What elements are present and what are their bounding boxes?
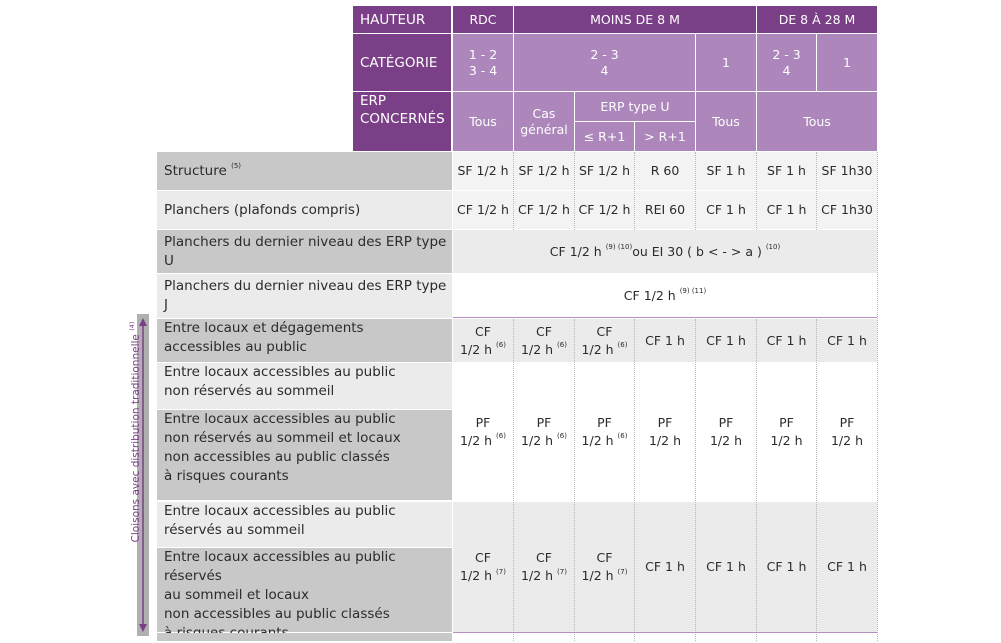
label-structure: [157, 152, 452, 190]
label-degagements: [157, 319, 452, 362]
pf-val-0-half: 1/2 h: [460, 432, 493, 448]
degagements-val-0-l1: CF: [475, 323, 491, 339]
cat-moins8-1: [696, 34, 756, 91]
cf-val-1-l2: [521, 567, 567, 585]
erp-cas-general: [514, 92, 574, 151]
cf-val-1-l1: CF: [536, 550, 552, 565]
structure-val-5-text: SF 1 h: [767, 163, 806, 178]
pf-val-5-l1: PF: [779, 414, 794, 430]
dernier-u-v1: CF 1/2 h: [549, 243, 602, 259]
structure-val-0: [453, 152, 513, 190]
label-non-reserves-line1: Entre locaux accessibles au public: [164, 364, 396, 380]
side-label-sup: (4): [127, 321, 136, 331]
pf-val-1-sup: (6): [557, 432, 567, 441]
header-hauteur-text: HAUTEUR: [360, 11, 426, 28]
pf-val-4-l1: PF: [718, 414, 734, 430]
cf-val-2-l2: [582, 567, 628, 585]
planchers-val-3: [635, 191, 695, 229]
degagements-val-2-l1: CF: [596, 323, 613, 339]
header-hauteur: [353, 6, 451, 33]
dernier-j-value-text: [624, 287, 706, 305]
erp-828-tous: [757, 92, 877, 151]
planchers-val-4: [696, 191, 756, 229]
pf-val-2-sup: (6): [617, 432, 628, 441]
pf-val-3-l1: PF: [657, 414, 673, 430]
cat-rdc: [453, 34, 513, 91]
cat-moins8-234: [514, 34, 695, 91]
cf-val-5: [757, 502, 816, 632]
planchers-val-4-text: CF 1 h: [706, 202, 746, 217]
pf-val-0-l2: [460, 432, 506, 450]
erp-cas-line1: Cas: [532, 105, 556, 121]
erp-gt-r1-text: > R+1: [644, 128, 686, 144]
dernier-u-value: [453, 230, 877, 273]
structure-val-2: [575, 152, 634, 190]
planchers-val-2-text: CF 1/2 h: [578, 202, 631, 217]
pf-val-2-half: 1/2 h: [581, 432, 614, 448]
dernier-j-s1: (9) (11): [679, 287, 707, 296]
degagements-val-0-half: 1/2 h: [460, 341, 493, 357]
header-rdc: [453, 6, 513, 33]
degagements-val-0-l2: [460, 341, 506, 359]
pf-val-0: [453, 363, 513, 500]
dernier-u-value-text: [550, 243, 780, 261]
erp-gt-r1: [635, 122, 695, 151]
erp-le-r1-text: ≤ R+1: [583, 128, 626, 144]
planchers-val-2: [575, 191, 634, 229]
structure-val-4: [696, 152, 756, 190]
erp-moins8-tous-text: Tous: [712, 113, 740, 129]
pf-val-0-l1: PF: [475, 414, 491, 430]
cf-val-4: [696, 502, 756, 632]
planchers-val-1-text: CF 1/2 h: [518, 202, 570, 217]
header-erp-line1: ERP: [360, 93, 387, 109]
header-de-8-a-28m-text: DE 8 À 28 M: [778, 11, 856, 27]
cf-val-2-sup: (7): [617, 567, 628, 576]
label-nrr-line4: à risques courants: [164, 468, 289, 484]
cf-val-2: [575, 502, 634, 632]
pf-val-4-l2: 1/2 h: [709, 432, 742, 448]
cf-val-1-sup: (7): [557, 567, 567, 576]
header-erp-concernes: [353, 92, 451, 151]
pf-val-5: [757, 363, 816, 500]
pf-val-1-half: 1/2 h: [521, 432, 554, 448]
side-label: [129, 282, 143, 582]
header-rdc-text: RDC: [469, 11, 497, 27]
header-moins-8m: [514, 6, 756, 33]
cat-828-234: [757, 34, 816, 91]
cat-828-234-line2: 4: [782, 62, 791, 78]
degagements-val-4: [696, 319, 756, 362]
cf-val-4-text: CF 1 h: [706, 559, 746, 574]
cf-val-0-half: 1/2 h: [460, 568, 493, 583]
degagements-val-2-half: 1/2 h: [581, 341, 614, 357]
pf-val-1-l2: [521, 432, 567, 450]
label-non-reserves-risques: [157, 410, 452, 500]
degagements-val-1-half: 1/2 h: [521, 341, 554, 357]
label-dernier-j: [157, 274, 452, 318]
cf-val-0: [453, 502, 513, 632]
degagements-val-6-text: CF 1 h: [827, 332, 867, 348]
structure-val-0-text: SF 1/2 h: [457, 163, 509, 178]
erp-cas-line2: général: [520, 121, 568, 137]
structure-val-3-text: R 60: [650, 163, 680, 178]
structure-val-2-text: SF 1/2 h: [578, 163, 631, 178]
pf-val-6-l1: PF: [839, 414, 855, 430]
label-nrr-line2: non réservés au sommeil et locaux: [164, 430, 401, 446]
cat-moins8-234-line1: 2 - 3: [590, 46, 619, 62]
label-degagements-line2: accessibles au public: [164, 339, 307, 355]
label-reserves-risques: [157, 548, 452, 632]
cat-828-1-text: 1: [843, 54, 851, 70]
label-planchers: [157, 191, 452, 229]
pf-val-1: [514, 363, 574, 500]
header-de-8-a-28m: [757, 6, 877, 33]
side-label-text: Cloisons avec distribution traditionnelle: [130, 334, 142, 543]
pf-val-2-l1: PF: [597, 414, 612, 430]
label-dernier-u-text: Planchers du dernier niveau des ERP type U: [164, 233, 447, 269]
label-planchers-text: Planchers (plafonds compris): [164, 201, 361, 218]
planchers-val-1: [514, 191, 574, 229]
pf-val-4: [696, 363, 756, 500]
cf-val-0-sup: (7): [496, 567, 506, 576]
label-degagements-line1: Entre locaux et dégagements: [164, 320, 364, 336]
row-bottom-bg: [453, 633, 877, 641]
cat-rdc-line2: 3 - 4: [468, 62, 498, 78]
cf-val-1: [514, 502, 574, 632]
planchers-val-5: [757, 191, 816, 229]
cat-828-234-line1: 2 - 3: [772, 46, 801, 62]
planchers-val-0-text: CF 1/2 h: [457, 202, 509, 217]
degagements-val-5-text: CF 1 h: [766, 332, 807, 348]
label-structure-sup: (5): [231, 162, 242, 170]
degagements-val-1: [514, 319, 574, 362]
cf-val-6-text: CF 1 h: [827, 559, 867, 574]
degagements-val-4-text: CF 1 h: [706, 332, 746, 348]
planchers-val-3-text: REI 60: [644, 202, 686, 217]
pf-val-3: [635, 363, 695, 500]
pf-val-5-l2: 1/2 h: [770, 432, 803, 448]
dernier-u-s2: (10): [765, 243, 781, 252]
label-bottom-strip: [157, 633, 452, 641]
degagements-val-0-sup: (6): [496, 341, 506, 350]
label-non-reserves-line2: non réservés au sommeil: [164, 383, 335, 399]
col-sep-7: [877, 152, 878, 641]
erp-type-u-text: ERP type U: [600, 98, 670, 114]
erp-rdc-tous-text: Tous: [469, 113, 497, 129]
erp-type-u: [575, 92, 695, 121]
label-non-reserves: [157, 363, 452, 409]
label-rr-line1: Entre locaux accessibles au public réservés: [164, 549, 396, 584]
header-moins-8m-text: MOINS DE 8 M: [590, 11, 680, 27]
structure-val-5: [757, 152, 816, 190]
degagements-val-0: [453, 319, 513, 362]
planchers-val-0: [453, 191, 513, 229]
degagements-val-1-l2: [521, 341, 567, 359]
pf-val-6: [817, 363, 877, 500]
degagements-val-1-sup: (6): [557, 341, 567, 350]
dernier-u-s1: (9) (10): [605, 243, 633, 252]
label-dernier-j-text: Planchers du dernier niveau des ERP type J: [164, 278, 447, 313]
label-nrr-line3: non accessibles au public classés: [164, 449, 390, 465]
cf-val-6: [817, 502, 877, 632]
planchers-val-6: [817, 191, 877, 229]
cf-val-2-half: 1/2 h: [581, 568, 614, 583]
purple-sep-bottom: [453, 632, 877, 633]
degagements-val-5: [757, 319, 816, 362]
label-dernier-u: [157, 230, 452, 273]
label-reserves: [157, 502, 452, 547]
degagements-val-2-l2: [582, 341, 628, 359]
degagements-val-2: [575, 319, 634, 362]
erp-moins8-tous: [696, 92, 756, 151]
pf-val-6-l2: 1/2 h: [830, 432, 863, 448]
cat-moins8-234-line2: 4: [600, 62, 609, 78]
cf-val-3: [635, 502, 695, 632]
pf-val-2-l2: [582, 432, 628, 450]
erp-le-r1: [575, 122, 634, 151]
label-rr-line3: non accessibles au public classés: [164, 606, 390, 622]
dernier-j-v1: CF 1/2 h: [623, 287, 676, 303]
degagements-val-6: [817, 319, 877, 362]
planchers-val-5-text: CF 1 h: [766, 202, 807, 217]
structure-val-3: [635, 152, 695, 190]
degagements-val-1-l1: CF: [536, 323, 552, 339]
label-reserves-line2: réservés au sommeil: [164, 522, 305, 538]
degagements-val-3-text: CF 1 h: [645, 332, 685, 348]
erp-828-tous-text: Tous: [803, 113, 831, 129]
structure-val-6-text: SF 1h30: [821, 163, 873, 178]
cat-moins8-1-text: 1: [722, 54, 730, 70]
label-structure-text: [164, 162, 241, 181]
structure-val-1-text: SF 1/2 h: [518, 163, 570, 178]
pf-val-0-sup: (6): [496, 432, 506, 441]
cf-val-0-l1: CF: [475, 550, 491, 565]
cf-val-3-text: CF 1 h: [645, 559, 685, 574]
structure-val-4-text: SF 1 h: [706, 163, 746, 178]
degagements-val-3: [635, 319, 695, 362]
pf-val-3-l2: 1/2 h: [648, 432, 681, 448]
structure-val-1: [514, 152, 574, 190]
planchers-val-6-text: CF 1h30: [821, 202, 873, 217]
structure-val-6: [817, 152, 877, 190]
label-structure-main: Structure: [164, 162, 227, 179]
cat-rdc-line1: 1 - 2: [468, 46, 498, 62]
label-reserves-line1: Entre locaux accessibles au public: [164, 503, 396, 519]
dernier-u-v2: ou EI 30 ( b < - > a ): [632, 243, 762, 259]
dernier-j-value: [453, 274, 877, 317]
purple-sep-top: [453, 317, 877, 318]
cf-val-5-text: CF 1 h: [766, 559, 807, 574]
header-categorie-text: CATÉGORIE: [360, 54, 438, 71]
degagements-val-2-sup: (6): [617, 341, 628, 350]
cf-val-0-l2: [460, 567, 506, 585]
cf-val-2-l1: CF: [596, 550, 613, 565]
pf-val-2: [575, 363, 634, 500]
pf-val-1-l1: PF: [536, 414, 552, 430]
header-erp-line2: CONCERNÉS: [360, 111, 445, 127]
header-categorie: [353, 34, 451, 91]
label-rr-line2: au sommeil et locaux: [164, 587, 309, 603]
erp-rdc-tous: [453, 92, 513, 151]
cf-val-1-half: 1/2 h: [521, 568, 554, 583]
label-nrr-line1: Entre locaux accessibles au public: [164, 411, 396, 427]
cat-828-1: [817, 34, 877, 91]
